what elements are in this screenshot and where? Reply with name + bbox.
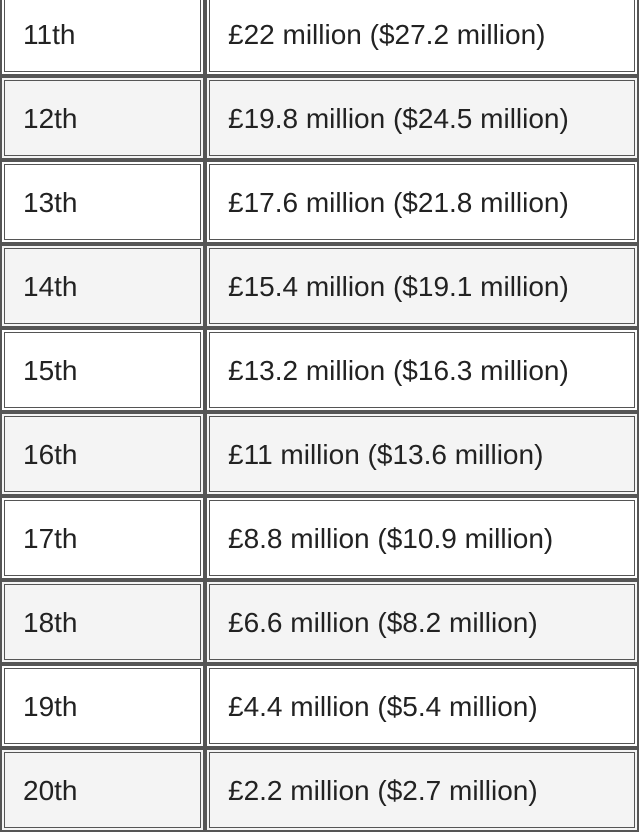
table-row <box>0 664 639 748</box>
position-text: 20th <box>23 775 78 806</box>
prize-text: £2.2 million ($2.7 million) <box>228 775 538 806</box>
prize-text: £15.4 million ($19.1 million) <box>228 271 569 302</box>
prize-cell <box>205 412 639 496</box>
table-row <box>0 0 639 76</box>
position-text: 15th <box>23 355 78 386</box>
prize-text: £11 million ($13.6 million) <box>228 439 544 470</box>
prize-text: £19.8 million ($24.5 million) <box>228 103 569 134</box>
position-cell <box>0 496 205 580</box>
prize-text: £13.2 million ($16.3 million) <box>228 355 569 386</box>
prize-cell <box>205 580 639 664</box>
position-cell <box>0 244 205 328</box>
table-row <box>0 244 639 328</box>
table-row <box>0 496 639 580</box>
position-text: 12th <box>23 103 78 134</box>
prize-cell <box>205 496 639 580</box>
prize-text: £8.8 million ($10.9 million) <box>228 523 554 554</box>
prize-text: £4.4 million ($5.4 million) <box>228 691 538 722</box>
position-cell <box>0 76 205 160</box>
table-row <box>0 328 639 412</box>
prize-cell <box>205 664 639 748</box>
prize-cell <box>205 244 639 328</box>
position-cell <box>0 0 205 76</box>
table-row <box>0 160 639 244</box>
prize-cell <box>205 160 639 244</box>
prize-cell <box>205 328 639 412</box>
position-text: 19th <box>23 691 78 722</box>
prize-cell <box>205 0 639 76</box>
table-row <box>0 76 639 160</box>
prize-cell <box>205 76 639 160</box>
position-text: 16th <box>23 439 78 470</box>
table-row <box>0 748 639 832</box>
prize-text: £22 million ($27.2 million) <box>228 19 546 50</box>
position-cell <box>0 328 205 412</box>
position-cell <box>0 664 205 748</box>
prize-cell <box>205 748 639 832</box>
position-text: 14th <box>23 271 78 302</box>
prize-text: £6.6 million ($8.2 million) <box>228 607 538 638</box>
position-text: 17th <box>23 523 78 554</box>
position-cell <box>0 160 205 244</box>
position-cell <box>0 412 205 496</box>
table-row <box>0 580 639 664</box>
position-cell <box>0 580 205 664</box>
position-text: 13th <box>23 187 78 218</box>
table-row <box>0 412 639 496</box>
position-text: 18th <box>23 607 78 638</box>
position-text: 11th <box>23 19 76 50</box>
prize-text: £17.6 million ($21.8 million) <box>228 187 569 218</box>
position-cell <box>0 748 205 832</box>
